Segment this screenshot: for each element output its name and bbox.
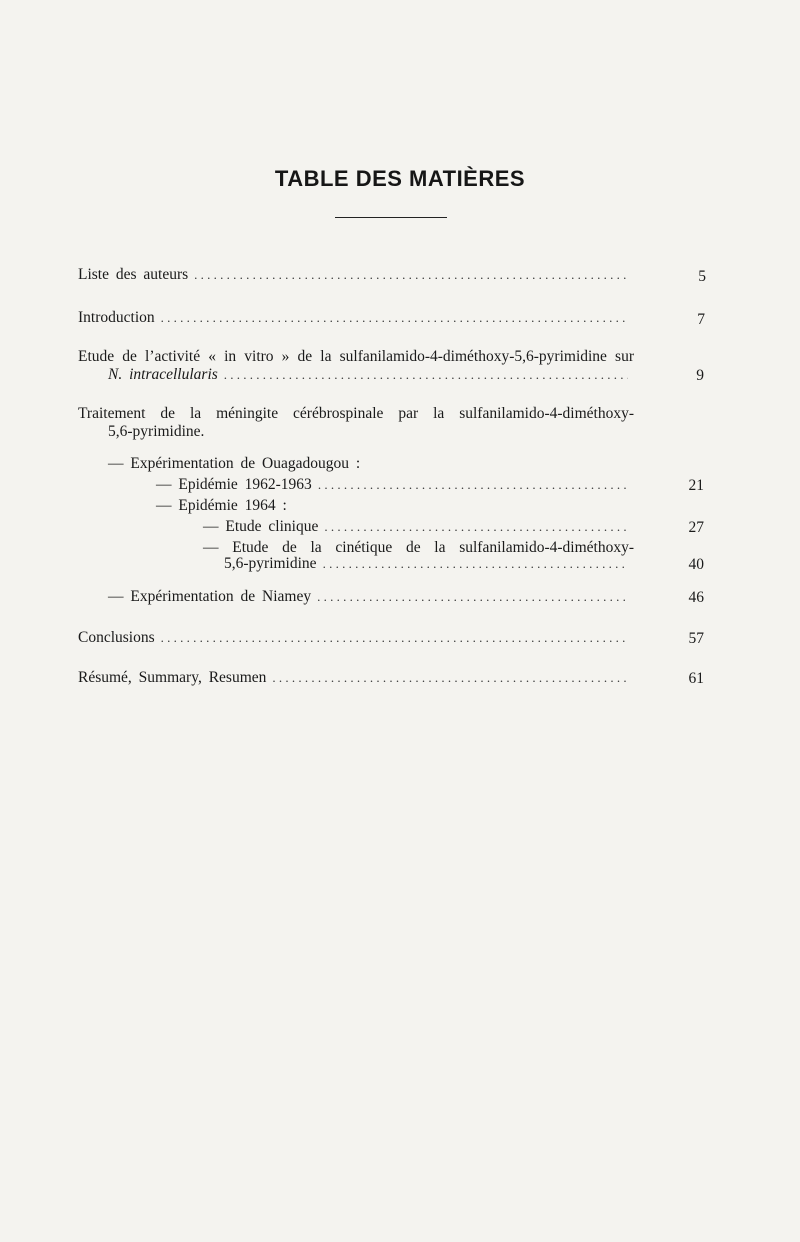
toc-entry-traitement-line1: Traitement de la méningite cérébrospinale par la sulfanilamido-4-diméthoxy- <box>78 405 634 422</box>
toc-entry-traitement-line2: 5,6-pyrimidine. <box>108 423 205 440</box>
dot-leader <box>272 669 628 687</box>
toc-page-number: 5 <box>698 268 706 285</box>
toc-page-number: 46 <box>688 589 704 606</box>
toc-label: — Epidémie 1962-1963 <box>156 476 312 493</box>
toc-entry-introduction <box>78 309 634 327</box>
toc-entry-niamey <box>108 588 634 606</box>
toc-entry-epidemie-1964: — Epidémie 1964 : <box>156 497 287 514</box>
toc-page-number: 40 <box>688 556 704 573</box>
toc-page-number: 21 <box>688 477 704 494</box>
toc-entry-epidemie-1962 <box>156 476 634 494</box>
toc-label: — Expérimentation de Niamey <box>108 588 312 605</box>
dot-leader <box>318 476 628 494</box>
toc-label: — Etude clinique <box>203 518 319 535</box>
toc-entry-conclusions <box>78 629 634 647</box>
dot-leader <box>224 366 628 384</box>
toc-page-number: 57 <box>688 630 704 647</box>
toc-label: Résumé, Summary, Resumen <box>78 669 267 686</box>
toc-entry-ouagadougou: — Expérimentation de Ouagadougou : <box>108 455 361 472</box>
toc-page-number: 7 <box>697 311 705 328</box>
dot-leader <box>194 266 628 284</box>
toc-label: 5,6-pyrimidine <box>224 555 317 572</box>
title-rule <box>335 217 447 218</box>
toc-label: Conclusions <box>78 629 155 646</box>
toc-page-number: 27 <box>688 519 704 536</box>
toc-entry-resume <box>78 669 634 687</box>
toc-page-number: 9 <box>696 367 704 384</box>
toc-entry-etude-line1: Etude de l’activité « in vitro » de la sulfanilamido-4-diméthoxy-5,6-pyrimidine sur <box>78 348 634 365</box>
toc-entry-auteurs <box>78 266 634 284</box>
toc-page-number: 61 <box>688 670 704 687</box>
toc-label: Liste des auteurs <box>78 266 189 283</box>
dot-leader <box>324 518 628 536</box>
toc-label: N. intracellularis <box>108 366 218 383</box>
toc-label: Introduction <box>78 309 155 326</box>
toc-entry-cinetique-line1: — Etude de la cinétique de la sulfanilamido-4-diméthoxy- <box>203 539 634 556</box>
dot-leader <box>317 588 628 606</box>
dot-leader <box>161 309 628 327</box>
toc-entry-etude-clinique <box>203 518 634 536</box>
dot-leader <box>323 555 628 573</box>
dot-leader <box>161 629 628 647</box>
page-title: TABLE DES MATIÈRES <box>274 166 526 191</box>
toc-entry-etude-line2 <box>108 366 634 384</box>
toc-entry-cinetique-line2 <box>224 555 634 573</box>
